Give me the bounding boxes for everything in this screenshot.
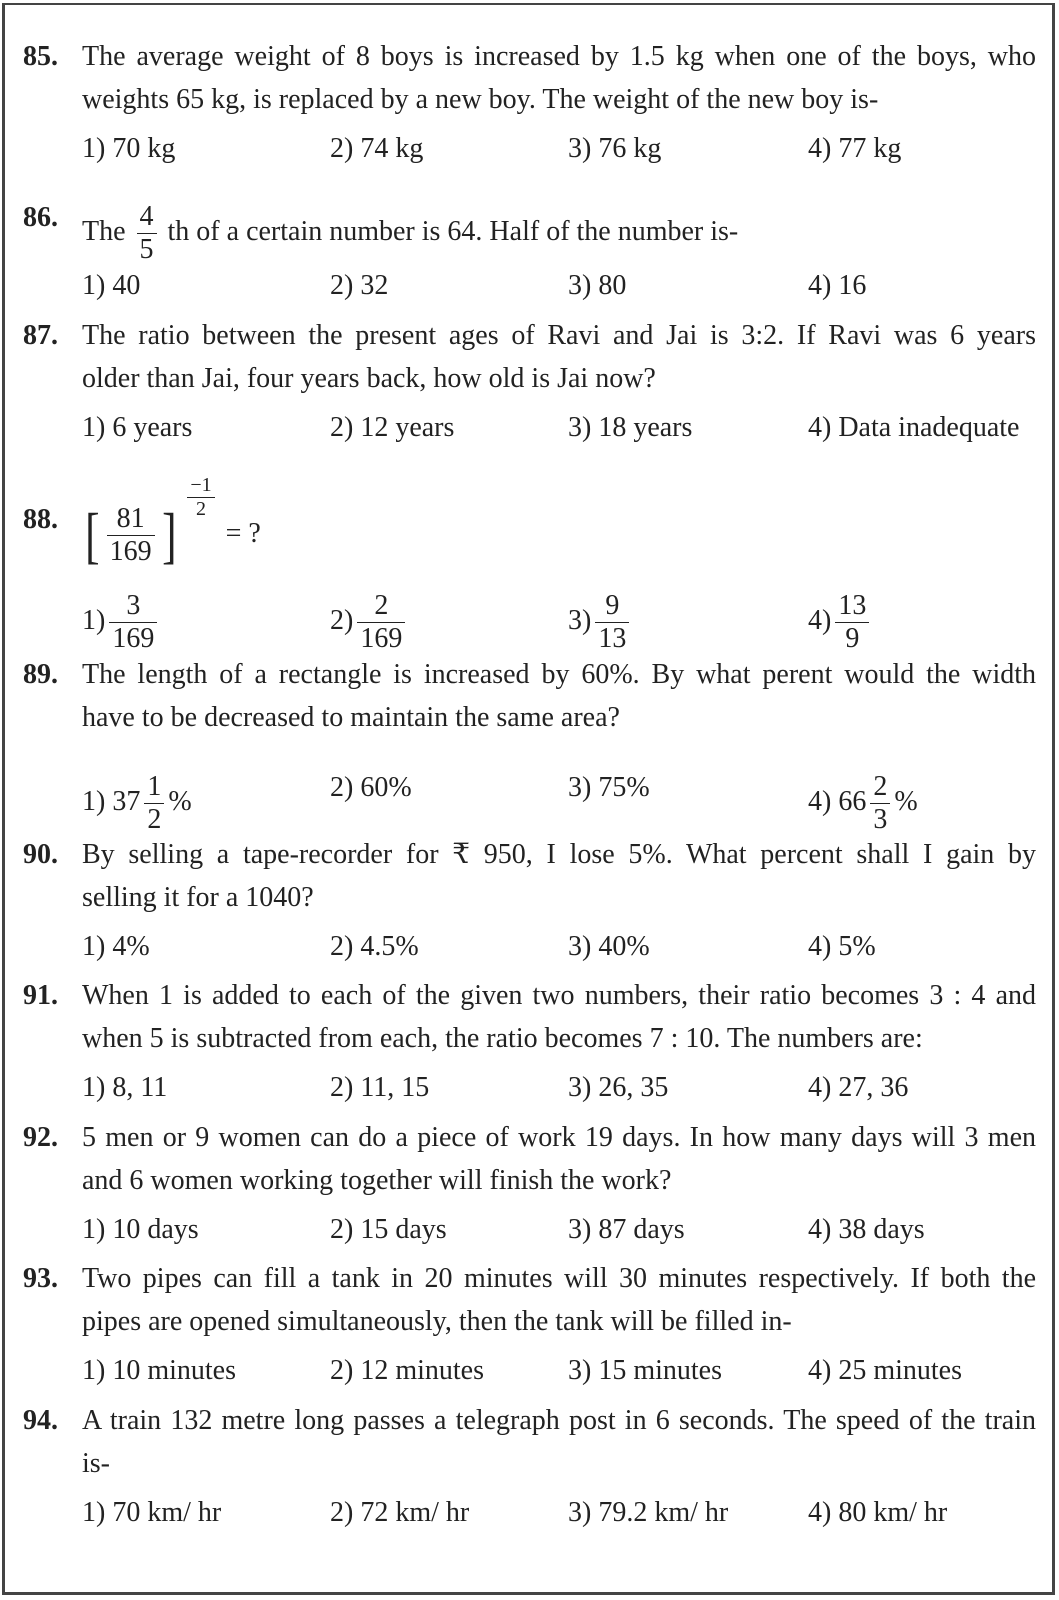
option-suffix: %: [168, 786, 192, 818]
fraction: [357, 590, 405, 655]
answer-option[interactable]: 1) 70 kg: [82, 133, 176, 164]
answer-option[interactable]: 4) 27, 36: [808, 1072, 909, 1103]
fraction-numerator: 4: [137, 201, 157, 234]
question-text-line: The length of a rectangle is increased by 60%. By what perent would the width: [82, 659, 1036, 690]
exponent: [183, 474, 218, 521]
question-text-segment: The: [82, 216, 126, 248]
answer-option[interactable]: [568, 590, 633, 655]
option-label: 3): [568, 605, 592, 637]
question-text-line: 5 men or 9 women can do a piece of work 19 days. In how many days will 3 men: [82, 1122, 1036, 1153]
fraction-denominator: 169: [360, 623, 403, 655]
question-text-line: older than Jai, four years back, how old is Jai now?: [82, 363, 656, 394]
answer-option[interactable]: 1) 10 days: [82, 1214, 199, 1245]
question-text-line: The average weight of 8 boys is increased by 1.5 kg when one of the boys, who: [82, 41, 1036, 72]
question-text-line: [82, 201, 1036, 266]
fraction-denominator: 5: [139, 234, 154, 266]
answer-option[interactable]: 4) 16: [808, 270, 867, 301]
answer-option[interactable]: [82, 590, 161, 655]
answer-option[interactable]: 3) 79.2 km/ hr: [568, 1497, 729, 1528]
answer-option[interactable]: 4) 5%: [808, 931, 876, 962]
answer-option[interactable]: 1) 70 km/ hr: [82, 1497, 222, 1528]
answer-option[interactable]: 2) 74 kg: [330, 133, 424, 164]
fraction: [137, 201, 157, 266]
fraction-numerator: 13: [835, 590, 869, 623]
answer-option[interactable]: 2) 15 days: [330, 1214, 447, 1245]
answer-option[interactable]: 1) 8, 11: [82, 1072, 168, 1103]
question-text-line: is-: [82, 1448, 110, 1479]
option-suffix: %: [894, 786, 918, 818]
question-number: 88.: [23, 504, 58, 535]
question-text-segment: th of a certain number is 64. Half of the number is-: [167, 216, 739, 248]
question-text-line: selling it for a 1040?: [82, 882, 314, 913]
answer-option[interactable]: 4) 77 kg: [808, 133, 902, 164]
question-text-line: have to be decreased to maintain the same area?: [82, 702, 620, 733]
answer-option[interactable]: 2) 12 years: [330, 412, 455, 443]
question-number: 92.: [23, 1122, 58, 1153]
answer-option[interactable]: 1) 6 years: [82, 412, 193, 443]
question-text-line: Two pipes can fill a tank in 20 minutes will 30 minutes respectively. If both the: [82, 1263, 1036, 1294]
question-text-line: When 1 is added to each of the given two numbers, their ratio becomes 3 : 4 and: [82, 980, 1036, 1011]
fraction: [109, 590, 157, 655]
option-label: 2): [330, 605, 354, 637]
answer-option[interactable]: 3) 26, 35: [568, 1072, 669, 1103]
fraction-numerator: 2: [870, 771, 890, 804]
question-text-line: The ratio between the present ages of Ravi and Jai is 3:2. If Ravi was 6 years: [82, 320, 1036, 351]
answer-option[interactable]: 3) 75%: [568, 772, 650, 803]
fraction: [107, 503, 155, 568]
answer-option[interactable]: 3) 87 days: [568, 1214, 685, 1245]
answer-option[interactable]: [82, 771, 192, 836]
fraction-denominator: 2: [147, 804, 162, 836]
question-number: 91.: [23, 980, 58, 1011]
answer-option[interactable]: [808, 590, 873, 655]
fraction-numerator: 1: [144, 771, 164, 804]
question-number: 89.: [23, 659, 58, 690]
question-number: 90.: [23, 839, 58, 870]
fraction: [595, 590, 629, 655]
fraction: [835, 590, 869, 655]
fraction: [144, 771, 164, 836]
fraction-numerator: 2: [357, 590, 405, 623]
fraction-denominator: 13: [598, 623, 627, 655]
answer-option[interactable]: 2) 4.5%: [330, 931, 419, 962]
answer-option[interactable]: 1) 10 minutes: [82, 1355, 236, 1386]
option-label: 4) 66: [808, 786, 867, 818]
answer-option[interactable]: 2) 11, 15: [330, 1072, 430, 1103]
answer-option[interactable]: 1) 40: [82, 270, 141, 301]
question-text-line: [82, 474, 1036, 570]
fraction-numerator: 9: [595, 590, 629, 623]
answer-option[interactable]: 2) 72 km/ hr: [330, 1497, 470, 1528]
answer-option[interactable]: 1) 4%: [82, 931, 150, 962]
option-label: 1): [82, 605, 106, 637]
question-number: 85.: [23, 41, 58, 72]
question-text-line: when 5 is subtracted from each, the ratio becomes 7 : 10. The numbers are:: [82, 1023, 923, 1054]
fraction-denominator: 9: [845, 623, 860, 655]
option-label: 1) 37: [82, 786, 141, 818]
question-number: 93.: [23, 1263, 58, 1294]
answer-option[interactable]: 4) Data inadequate: [808, 412, 1020, 443]
answer-option[interactable]: [330, 590, 409, 655]
fraction-numerator: −1: [187, 474, 214, 498]
question-text-line: By selling a tape-recorder for ₹ 950, I lose 5%. What percent shall I gain by: [82, 839, 1036, 870]
answer-option[interactable]: 2) 12 minutes: [330, 1355, 484, 1386]
question-number: 94.: [23, 1405, 58, 1436]
question-text-line: weights 65 kg, is replaced by a new boy. The weight of the new boy is-: [82, 84, 879, 115]
fraction: [870, 771, 890, 836]
question-text-line: pipes are opened simultaneously, then the tank will be filled in-: [82, 1306, 792, 1337]
fraction-denominator: 3: [873, 804, 888, 836]
fraction-numerator: 3: [109, 590, 157, 623]
option-label: 4): [808, 605, 832, 637]
fraction-denominator: 2: [195, 498, 206, 521]
answer-option[interactable]: 3) 18 years: [568, 412, 693, 443]
right-bracket: ]: [161, 501, 177, 570]
answer-option[interactable]: 3) 40%: [568, 931, 650, 962]
answer-option[interactable]: 2) 60%: [330, 772, 412, 803]
question-text-line: A train 132 metre long passes a telegraph post in 6 seconds. The speed of the train: [82, 1405, 1036, 1436]
fraction-denominator: 169: [109, 536, 152, 568]
left-bracket: [: [85, 501, 100, 570]
fraction-numerator: 81: [107, 503, 155, 536]
answer-option[interactable]: 3) 80: [568, 270, 627, 301]
answer-option[interactable]: 3) 15 minutes: [568, 1355, 722, 1386]
question-text-line: and 6 women working together will finish the work?: [82, 1165, 672, 1196]
answer-option[interactable]: 4) 38 days: [808, 1214, 925, 1245]
answer-option[interactable]: 2) 32: [330, 270, 389, 301]
fraction-denominator: 169: [112, 623, 155, 655]
answer-option[interactable]: [808, 771, 918, 836]
answer-option[interactable]: 4) 80 km/ hr: [808, 1497, 948, 1528]
fraction: [187, 474, 214, 521]
answer-option[interactable]: 3) 76 kg: [568, 133, 662, 164]
question-text-segment: = ?: [218, 518, 261, 550]
question-number: 86.: [23, 202, 58, 233]
question-number: 87.: [23, 320, 58, 351]
answer-option[interactable]: 4) 25 minutes: [808, 1355, 962, 1386]
